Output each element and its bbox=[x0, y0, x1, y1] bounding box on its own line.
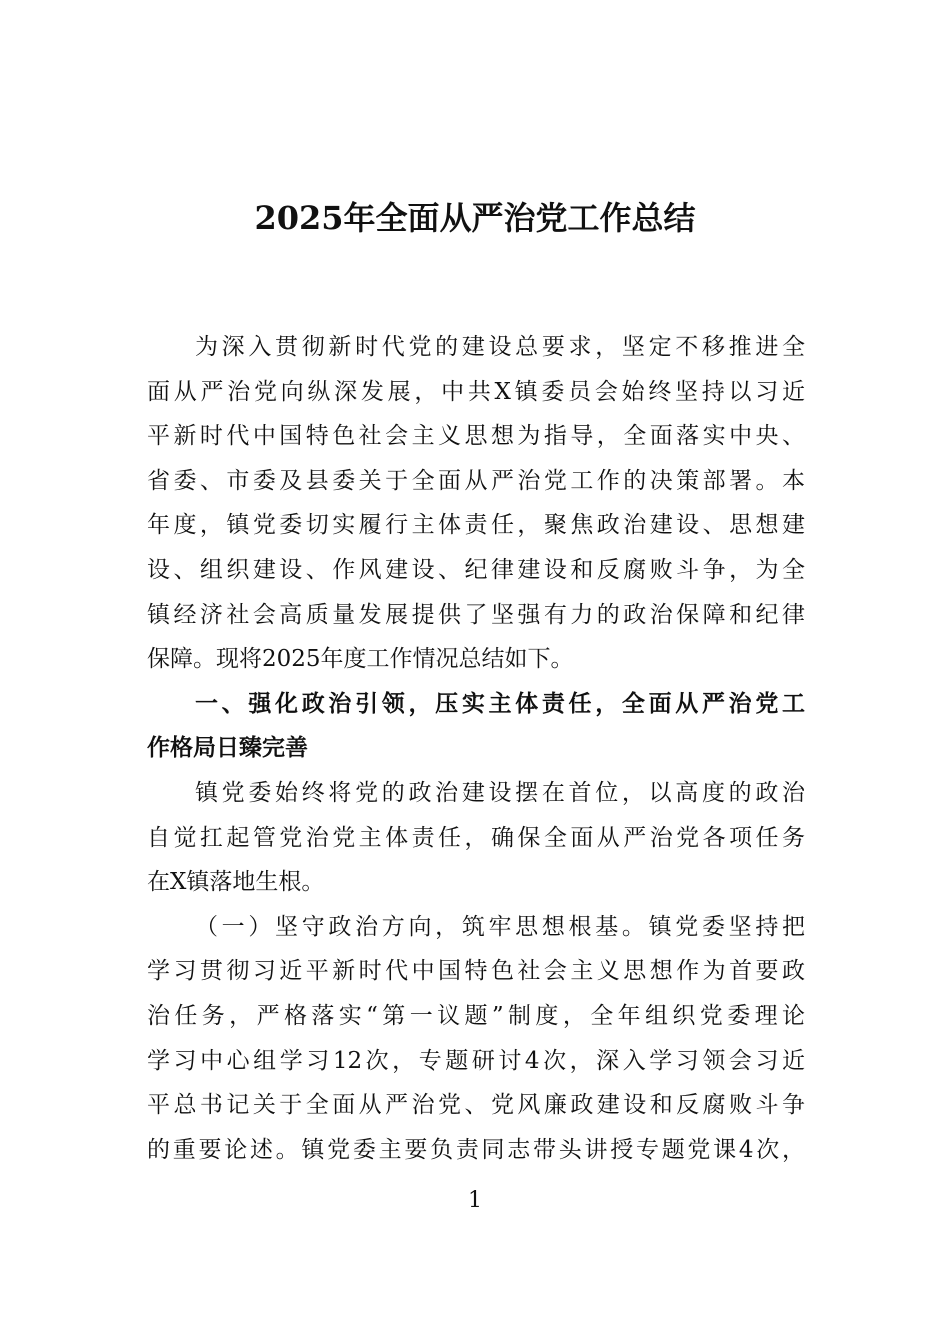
text-line: 年度，镇党委切实履行主体责任，聚焦政治建设、思想建 bbox=[147, 512, 805, 539]
paragraph bbox=[147, 771, 805, 905]
text-line: 学习中心组学习12次，专题研讨4次，深入学习领会习近 bbox=[147, 1047, 805, 1074]
document-title: 2025年全面从严治党工作总结 bbox=[254, 199, 696, 237]
paragraph bbox=[147, 905, 805, 1173]
text-line: 的重要论述。镇党委主要负责同志带头讲授专题党课4次， bbox=[147, 1136, 805, 1163]
text-line: 治任务，严格落实“第一议题”制度，全年组织党委理论 bbox=[147, 1002, 805, 1029]
text-line: 在X镇落地生根。 bbox=[147, 869, 325, 896]
text-line: 镇经济社会高质量发展提供了坚强有力的政治保障和纪律 bbox=[147, 601, 805, 628]
paragraph bbox=[147, 325, 805, 682]
text-line: 平新时代中国特色社会主义思想为指导，全面落实中央、 bbox=[147, 423, 805, 450]
text-line: 学习贯彻习近平新时代中国特色社会主义思想作为首要政 bbox=[147, 958, 805, 985]
text-line: 平总书记关于全面从严治党、党风廉政建设和反腐败斗争 bbox=[147, 1092, 805, 1119]
text-line: （一）坚守政治方向，筑牢思想根基。镇党委坚持把 bbox=[195, 913, 805, 940]
text-line: 镇党委始终将党的政治建设摆在首位，以高度的政治 bbox=[195, 779, 805, 806]
text-line: 设、组织建设、作风建设、纪律建设和反腐败斗争，为全 bbox=[147, 556, 805, 583]
text-line: 为深入贯彻新时代党的建设总要求，坚定不移推进全 bbox=[195, 334, 805, 360]
page-number: 1 bbox=[468, 1188, 482, 1213]
document-body bbox=[147, 325, 805, 1172]
text-line: 一、强化政治引领，压实主体责任，全面从严治党工 bbox=[195, 690, 805, 717]
text-line: 保障。现将2025年度工作情况总结如下。 bbox=[147, 646, 574, 673]
text-line: 作格局日臻完善 bbox=[147, 735, 308, 762]
text-line: 省委、市委及县委关于全面从严治党工作的决策部署。本 bbox=[147, 467, 805, 494]
text-line: 自觉扛起管党治党主体责任，确保全面从严治党各项任务 bbox=[147, 824, 805, 851]
section-heading bbox=[147, 682, 805, 771]
text-line: 面从严治党向纵深发展，中共X镇委员会始终坚持以习近 bbox=[147, 378, 805, 405]
